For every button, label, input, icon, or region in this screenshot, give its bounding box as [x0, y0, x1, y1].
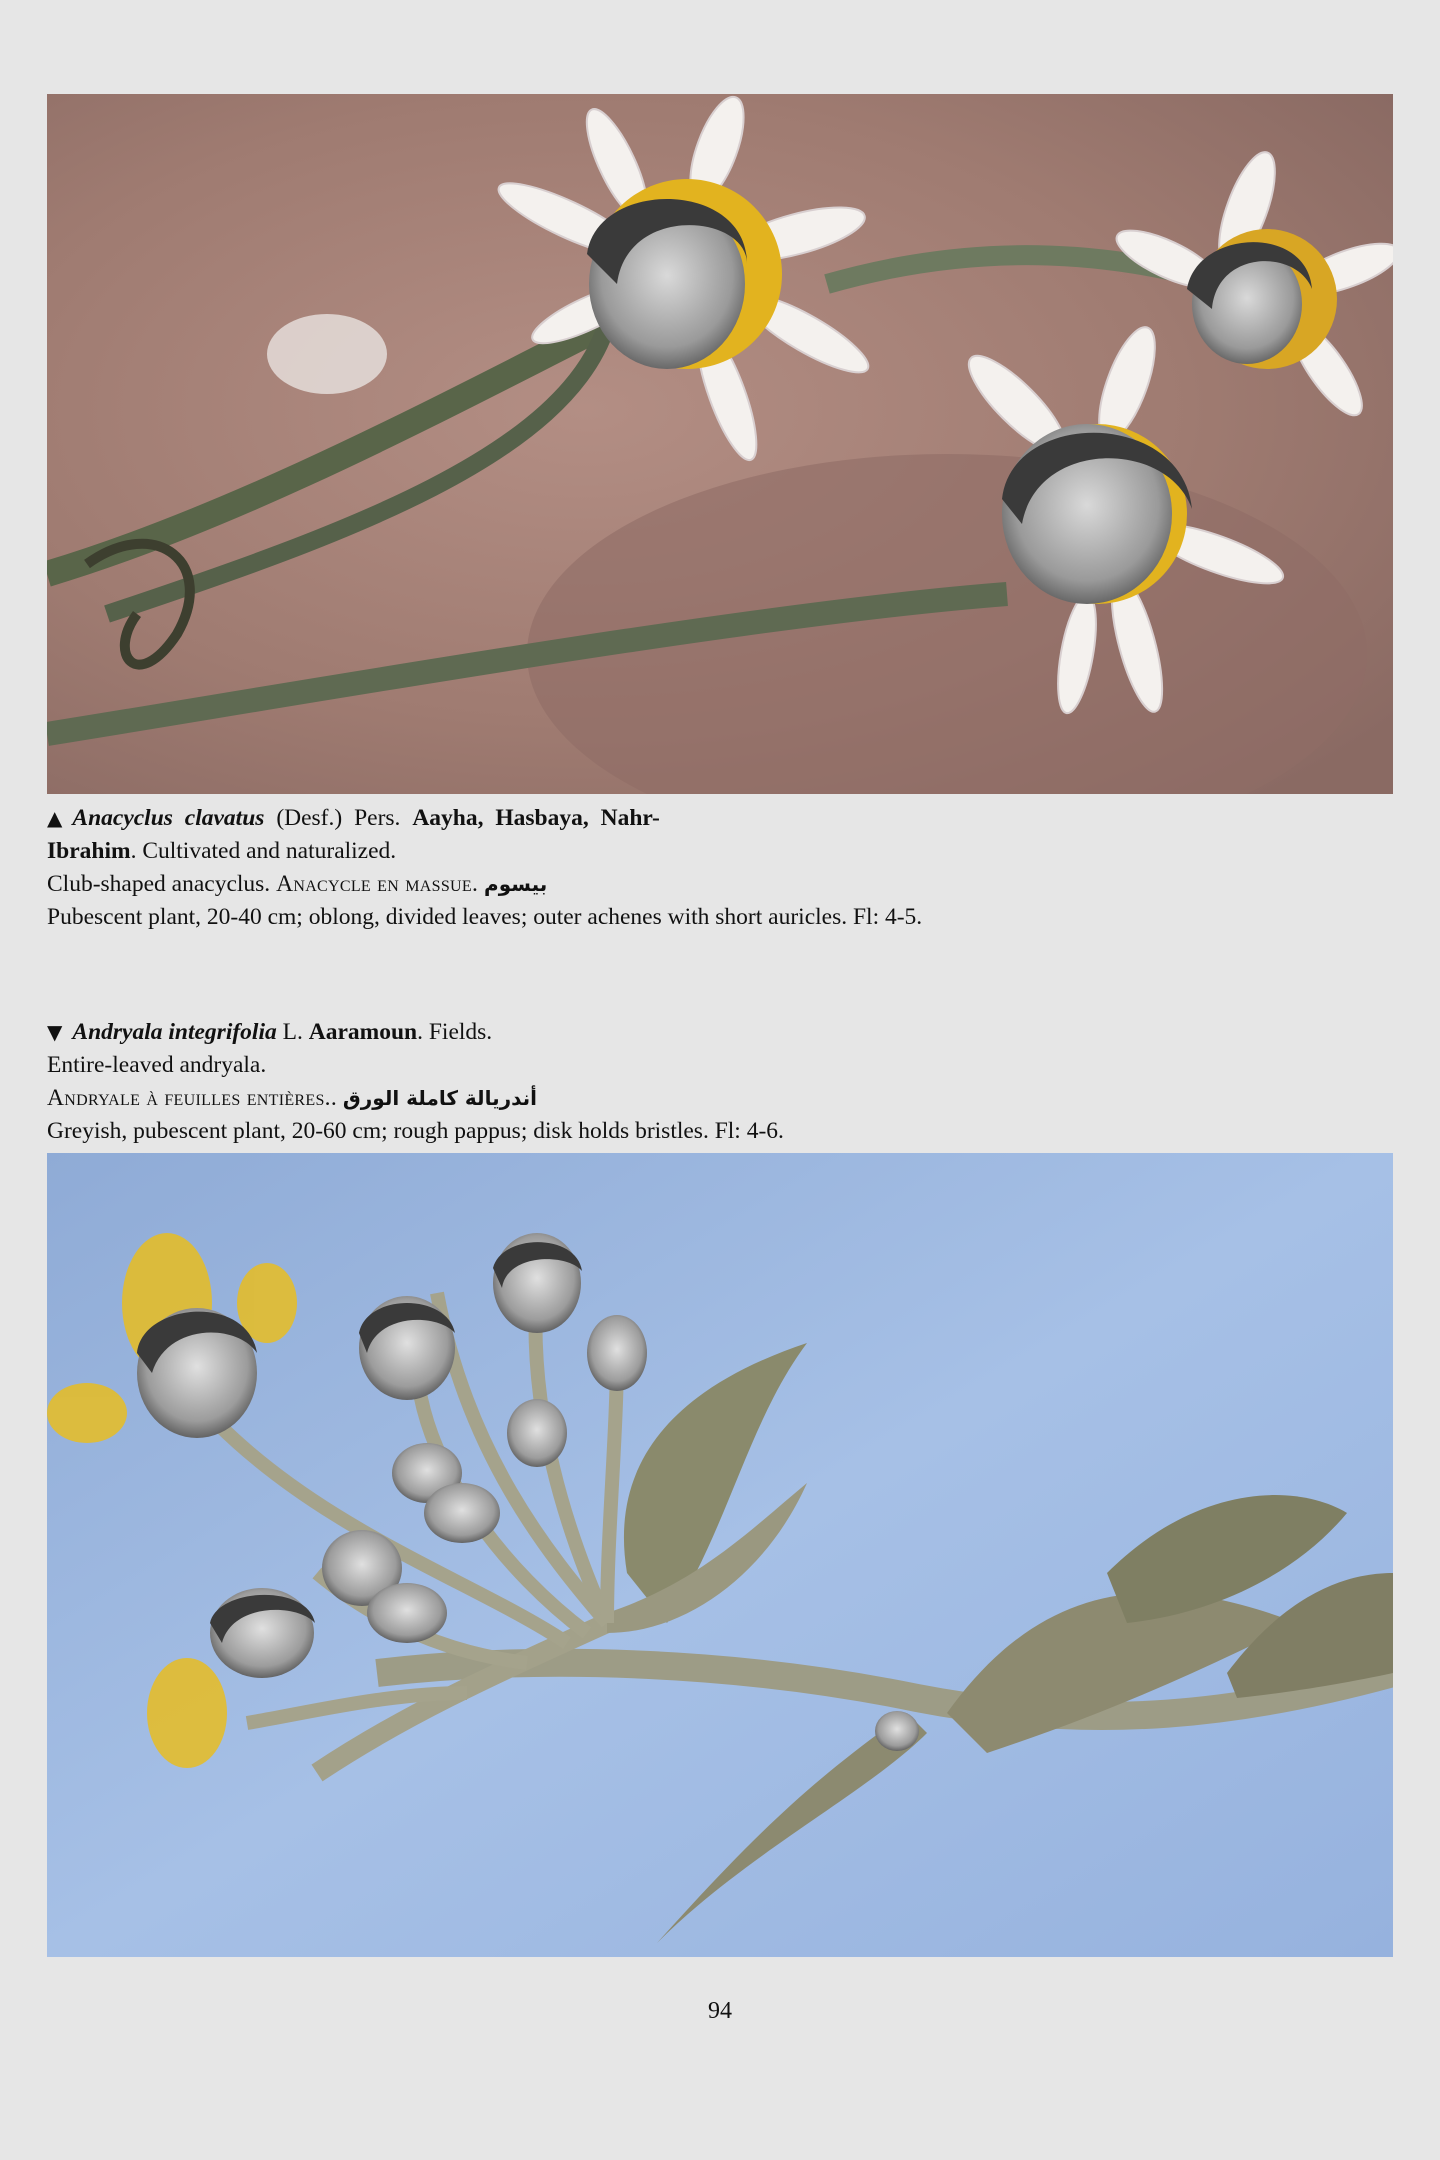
anacyclus-french-name: Anacycle en massue.: [276, 871, 479, 897]
andryala-photo: [47, 1153, 1393, 1957]
anacyclus-title-line: [47, 802, 1397, 835]
andryala-locality: Aaramoun: [308, 1019, 418, 1045]
andryala-caption: [47, 1016, 1397, 1148]
andryala-english-name: Entire-leaved andryala.: [47, 1052, 267, 1078]
anacyclus-species-name: Anacyclus clavatus: [72, 805, 265, 831]
andryala-title-line: [47, 1016, 1397, 1049]
anacyclus-authority: (Desf.) Pers.: [276, 805, 401, 831]
andryala-arabic-name: أندريالة كاملة الورق: [342, 1086, 538, 1110]
andryala-authority: L.: [282, 1019, 303, 1045]
andryala-names-line: [47, 1082, 1397, 1115]
andryala-species-name: Andryala integrifolia: [72, 1019, 277, 1045]
anacyclus-description: Pubescent plant, 20-40 cm; oblong, divided leaves; outer achenes with short auricles. Fl: 4-5.: [47, 904, 923, 930]
up-triangle-icon: ▲: [47, 806, 63, 830]
anacyclus-localities-1: Aayha, Hasbaya, Nahr-: [412, 805, 660, 831]
anacyclus-localities-2: Ibrahim: [47, 838, 131, 864]
anacyclus-names-line: [47, 868, 1397, 901]
andryala-french-name: Andryale à feuilles entières..: [47, 1085, 338, 1111]
andryala-description: Greyish, pubescent plant, 20-60 cm; rough pappus; disk holds bristles. Fl: 4-6.: [47, 1118, 784, 1144]
anacyclus-habitat: . Cultivated and naturalized.: [130, 838, 397, 864]
down-triangle-icon: ▼: [47, 1020, 63, 1044]
page-number: 94: [708, 1998, 732, 2024]
anacyclus-locality-line: [47, 835, 1397, 868]
andryala-illustration: [47, 1153, 1393, 1957]
anacyclus-english-name: Club-shaped anacyclus.: [47, 871, 271, 897]
andryala-habitat: . Fields.: [417, 1019, 493, 1045]
anacyclus-caption: [47, 802, 1397, 934]
anacyclus-illustration: [47, 94, 1393, 794]
anacyclus-arabic-name: بيسوم: [484, 872, 548, 896]
anacyclus-photo: [47, 94, 1393, 794]
